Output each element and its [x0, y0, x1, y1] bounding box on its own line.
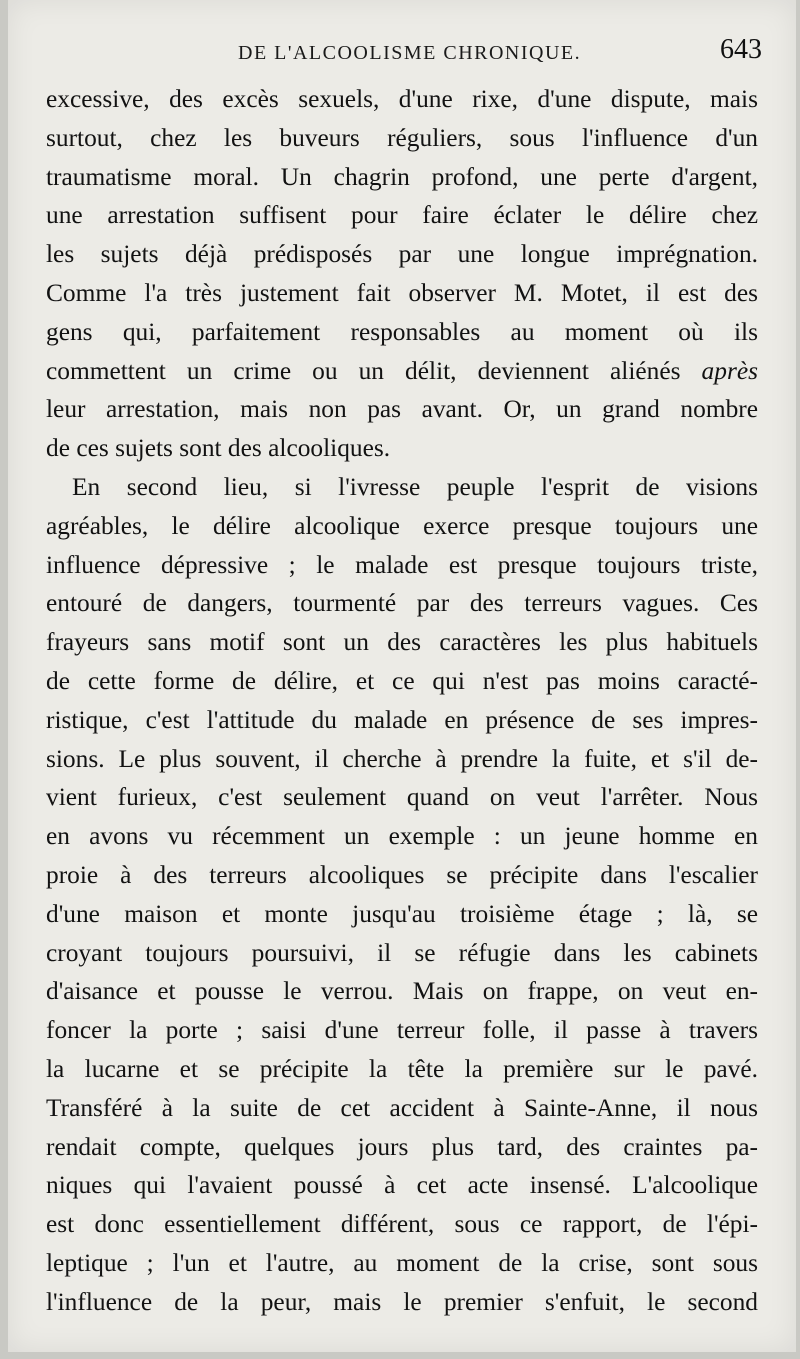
text-line: Transféré à la suite de cet accident à Sainte-Anne, il nous [46, 1093, 758, 1122]
italic-word: après [701, 356, 758, 385]
text-line: excessive, des excès sexuels, d'une rixe, d'une dispute, mais [46, 85, 758, 113]
text-line: la lucarne et se précipite la tête la première sur le pavé. [46, 1054, 758, 1083]
text-line: rendait compte, quelques jours plus tard, des craintes pa- [46, 1132, 758, 1161]
text-line: traumatisme moral. Un chagrin profond, une perte d'argent, [46, 162, 758, 191]
text-line: de cette forme de délire, et ce qui n'est pas moins caracté- [46, 666, 758, 695]
text-line: une arrestation suffisent pour faire éclater le délire chez [46, 201, 758, 230]
text-line: agréables, le délire alcoolique exerce presque toujours une [46, 511, 758, 540]
text-line: entouré de dangers, tourmenté par des terreurs vagues. Ces [46, 589, 758, 618]
text-line: influence dépressive ; le malade est presque toujours triste, [46, 550, 758, 579]
body-text [46, 80, 758, 1322]
text-line: d'aisance et pousse le verrou. Mais on frappe, on veut en- [46, 977, 758, 1006]
text-line: est donc essentiellement différent, sous ce rapport, de l'épi- [46, 1210, 758, 1239]
text-line: ristique, c'est l'attitude du malade en présence de ses impres- [46, 705, 758, 734]
text-line: gens qui, parfaitement responsables au moment où ils [46, 317, 758, 346]
paragraph-last-line: de ces sujets sont des alcooliques. [46, 434, 391, 463]
text-line: leptique ; l'un et l'autre, au moment de la crise, sont sous [46, 1248, 758, 1277]
text-line: vient furieux, c'est seulement quand on veut l'arrêter. Nous [46, 783, 758, 812]
text-line: en avons vu récemment un exemple : un jeune homme en [46, 822, 758, 851]
text-line: niques qui l'avaient poussé à cet acte insensé. L'alcoolique [46, 1171, 758, 1200]
text-line: leur arrestation, mais non pas avant. Or, un grand nombre [46, 395, 758, 424]
text-line: les sujets déjà prédisposés par une longue imprégnation. [46, 240, 758, 269]
page-header [8, 34, 800, 74]
page-number: 643 [720, 34, 762, 65]
text-line: surtout, chez les buveurs réguliers, sous l'influence d'un [46, 123, 758, 152]
text-line: croyant toujours poursuivi, il se réfugie dans les cabinets [46, 938, 758, 967]
text-line: Comme l'a très justement fait observer M. Motet, il est des [46, 278, 758, 307]
text-line: sions. Le plus souvent, il cherche à prendre la fuite, et s'il de- [46, 744, 758, 773]
text-line: proie à des terreurs alcooliques se précipite dans l'escalier [46, 860, 758, 889]
text-line: l'influence de la peur, mais le premier s'enfuit, le second [46, 1287, 758, 1316]
text-line: foncer la porte ; saisi d'une terreur folle, il passe à travers [46, 1016, 758, 1045]
text-segment: commettent un crime ou un délit, deviennent aliénés [46, 356, 681, 385]
running-title: DE L'ALCOOLISME CHRONIQUE. [238, 42, 582, 64]
paragraph-first-line: En second lieu, si l'ivresse peuple l'esprit de visions [72, 472, 758, 501]
text-line: d'une maison et monte jusqu'au troisième étage ; là, se [46, 899, 758, 928]
text-line: frayeurs sans motif sont un des caractères les plus habituels [46, 628, 758, 657]
text-line-with-italic [46, 352, 758, 391]
